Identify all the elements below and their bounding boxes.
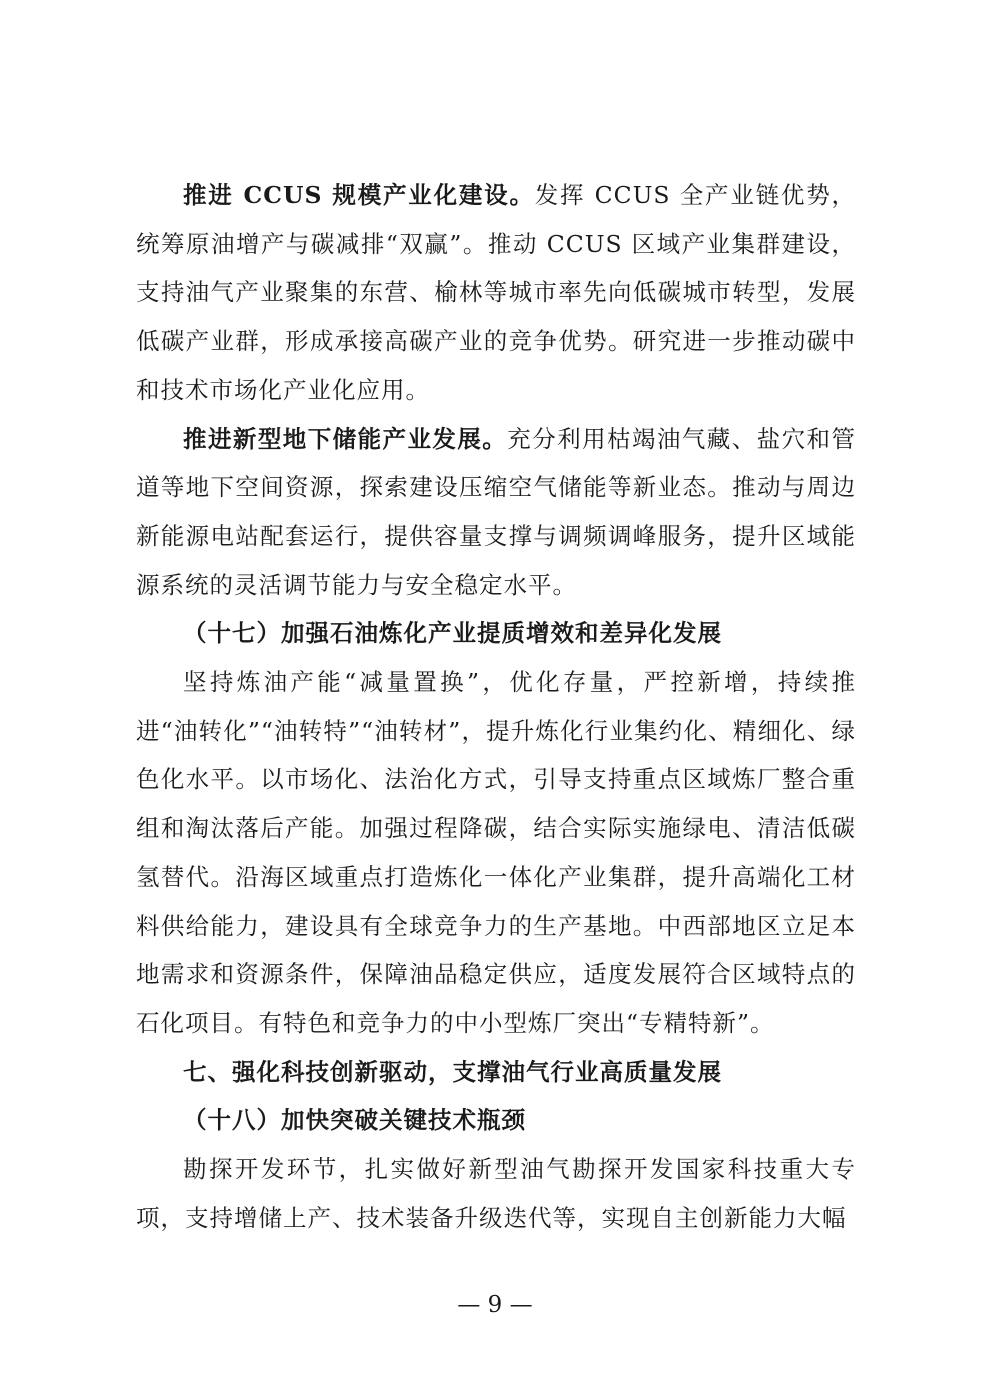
paragraph-lead-underground-storage: 推进新型地下储能产业发展。 (183, 424, 508, 453)
paragraph-ccus (136, 171, 856, 415)
paragraph-18: 勘探开发环节，扎实做好新型油气勘探开发国家科技重大专项，支持增储上产、技术装备升级迭代等，实现自主创新能力大幅 (136, 1155, 856, 1232)
paragraph-underground-storage (136, 415, 856, 610)
paragraph-text-underground-storage: 充分利用枯竭油气藏、盐穴和管道等地下空间资源，探索建设压缩空气储能等新业态。推动与周边新能源电站配套运行，提供容量支撑与调频调峰服务，提升区域能源系统的灵活调节能力与安全稳定水平。 (136, 424, 856, 599)
paragraph-lead-ccus: 推进 CCUS 规模产业化建设。 (183, 181, 535, 209)
section-heading-7: 七、强化科技创新驱动，支撑油气行业高质量发展 (183, 1057, 722, 1086)
paragraph-text-ccus: 发挥 CCUS 全产业链优势，统筹原油增产与碳减排“双赢”。推动 CCUS 区域产业集群建设，支持油气产业聚集的东营、榆林等城市率先向低碳城市转型，发展低碳产业群，形成承接高碳产业的竞争优势。研究进一步推动碳中和技术市场化产业化应用。 (136, 181, 857, 404)
document-body (136, 171, 856, 1242)
page-number: — 9 — (457, 1292, 533, 1318)
paragraph-17: 坚持炼油产能“减量置换”，优化存量，严控新增，持续推进“油转化”“油转特”“油转材”，提升炼化行业集约化、精细化、绿色化水平。以市场化、法治化方式，引导支持重点区域炼厂整合重组和淘汰落后产能。加强过程降碳，结合实际实施绿电、清洁低碳氢替代。沿海区域重点打造炼化一体化产业集群，提升高端化工材料供给能力，建设具有全球竞争力的生产基地。中西部地区立足本地需求和资源条件，保障油品稳定供应，适度发展符合区域特点的石化项目。有特色和竞争力的中小型炼厂突出“专精特新”。 (136, 668, 856, 1037)
heading-18: （十八）加快突破关键技术瓶颈 (183, 1106, 526, 1135)
heading-17: （十七）加强石油炼化产业提质增效和差异化发展 (183, 619, 722, 648)
